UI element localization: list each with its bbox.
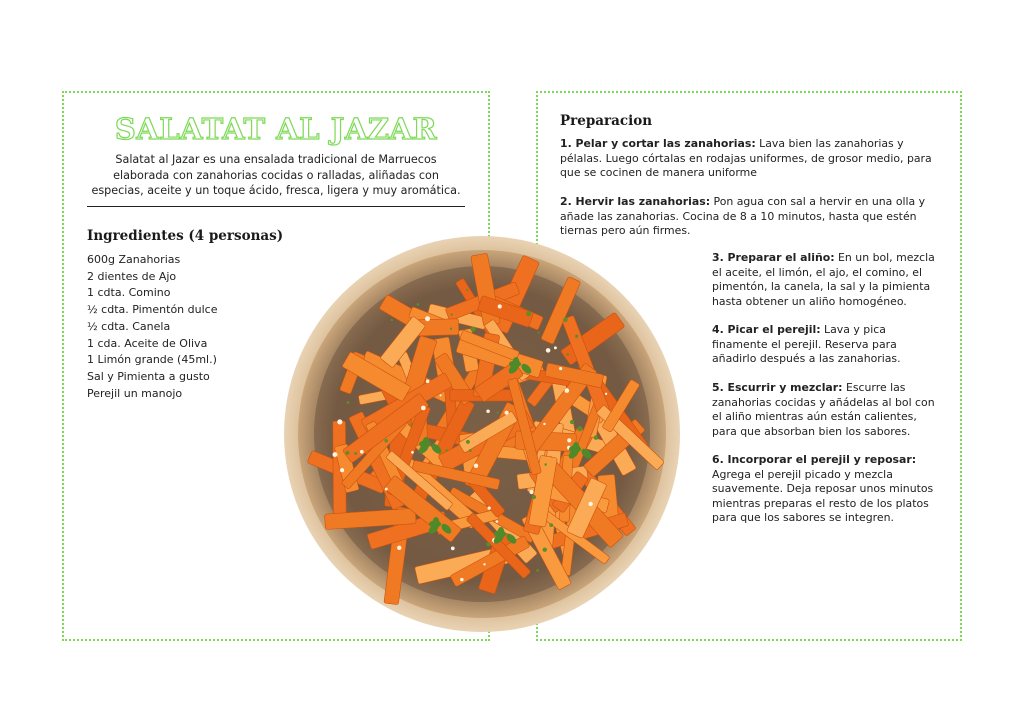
step-text: Escurre las zanahorias cocidas y añádelas al bol con el aliño mientras aún están calientes, para que absorban bien los sabores. xyxy=(712,381,935,438)
herb-fleck xyxy=(486,542,490,546)
step-text: En un bol, mezcla el aceite, el limón, el ajo, el comino, el pimentón, la canela, la sal y la pimienta hasta obtener un aliño homogéneo. xyxy=(712,251,935,308)
herb-fleck xyxy=(411,451,414,454)
herb-fleck xyxy=(451,314,453,316)
herb-fleck xyxy=(426,380,429,383)
herb-fleck xyxy=(605,393,607,395)
herb-fleck xyxy=(385,488,388,491)
preparation-heading: Preparacion xyxy=(560,113,653,129)
herb-fleck xyxy=(543,423,545,425)
herb-fleck xyxy=(346,451,350,455)
herb-fleck xyxy=(483,563,485,565)
ingredient-item: 1 cdta. Comino xyxy=(87,286,171,300)
ingredient-item: ½ cdta. Pimentón dulce xyxy=(87,303,218,317)
ingredient-item: 2 dientes de Ajo xyxy=(87,269,177,283)
step-1 xyxy=(560,137,940,181)
herb-fleck xyxy=(577,426,582,431)
herb-fleck xyxy=(384,439,388,443)
herb-fleck xyxy=(536,569,539,572)
step-text: Agrega el perejil picado y mezcla suavemente. Deja reposar unos minutos mientras preparas el resto de los platos para que los sabores se integren. xyxy=(712,467,934,524)
herb-fleck xyxy=(411,423,413,425)
herb-fleck xyxy=(460,578,463,581)
ingredients-list xyxy=(87,252,217,402)
recipe-description: Salatat al Jazar es una ensalada tradicional de Marruecos elaborada con zanahorias cocidas o ralladas, aliñadas con especias, aceite y un toque ácido, fresca, ligera y muy aromática. xyxy=(91,153,461,197)
ingredient-item: ½ cdta. Canela xyxy=(87,319,171,333)
herb-fleck xyxy=(529,490,533,494)
divider xyxy=(87,206,465,207)
herb-fleck xyxy=(505,411,509,415)
herb-fleck xyxy=(451,547,455,551)
herb-fleck xyxy=(549,523,553,527)
herb-fleck xyxy=(446,449,448,451)
herb-fleck xyxy=(397,546,401,550)
herb-fleck xyxy=(450,327,452,329)
step-heading: 4. Picar el perejil: xyxy=(712,323,821,336)
step-5 xyxy=(712,381,942,439)
herb-fleck xyxy=(496,411,498,413)
step-text: Lava bien las zanahorias y pélalas. Luego córtalas en rodajas uniformes, de grosor medio, para que se cocinen de manera uniforme xyxy=(560,137,932,179)
herb-fleck xyxy=(417,303,420,306)
herb-fleck xyxy=(546,348,551,353)
herb-fleck xyxy=(526,311,531,316)
ingredient-item: Sal y Pimienta a gusto xyxy=(87,369,210,383)
ingredients-heading: Ingredientes (4 personas) xyxy=(87,228,284,244)
step-heading: 2. Hervir las zanahorias: xyxy=(560,195,711,208)
herb-fleck xyxy=(333,452,338,457)
herb-fleck xyxy=(486,410,490,414)
herb-fleck xyxy=(474,464,478,468)
carrot-salad-bowl-illustration xyxy=(280,228,690,648)
herb-fleck xyxy=(544,463,546,465)
step-3 xyxy=(712,251,942,309)
step-heading: 6. Incorporar el perejil y reposar: xyxy=(712,453,917,466)
herb-fleck xyxy=(354,452,357,455)
herb-fleck xyxy=(566,353,568,355)
herb-fleck xyxy=(469,449,472,452)
herb-fleck xyxy=(532,495,536,499)
herb-fleck xyxy=(470,327,475,332)
herb-fleck xyxy=(360,450,364,454)
ingredient-item: 1 Limón grande (45ml.) xyxy=(87,353,217,367)
step-heading: 1. Pelar y cortar las zanahorias: xyxy=(560,137,756,150)
herb-fleck xyxy=(594,435,598,439)
herb-fleck xyxy=(589,502,593,506)
herb-fleck xyxy=(466,440,470,444)
herb-fleck xyxy=(567,438,571,442)
step-6 xyxy=(712,453,942,526)
herb-fleck xyxy=(554,346,557,349)
step-heading: 3. Preparar el aliño: xyxy=(712,251,835,264)
ingredient-item: 600g Zanahorias xyxy=(87,253,181,266)
herb-fleck xyxy=(498,304,502,308)
herb-fleck xyxy=(496,520,499,523)
herb-fleck xyxy=(565,388,570,393)
herb-fleck xyxy=(391,319,393,321)
step-4 xyxy=(712,323,942,367)
step-text: Pon agua con sal a hervir en una olla y añade las zanahorias. Cocina de 8 a 10 minutos, hasta que estén tiernas pero aún firmes. xyxy=(560,195,926,237)
herb-fleck xyxy=(440,394,442,396)
herb-fleck xyxy=(346,401,349,404)
herb-fleck xyxy=(570,420,574,424)
herb-fleck xyxy=(466,289,468,291)
step-text: Lava y pica finamente el perejil. Reserva para añadirlo después a las zanahorias. xyxy=(712,323,901,365)
herb-fleck xyxy=(575,335,578,338)
herb-fleck xyxy=(537,331,539,333)
herb-fleck xyxy=(340,468,344,472)
herb-fleck xyxy=(543,547,547,551)
herb-fleck xyxy=(421,406,426,411)
ingredient-item: 1 cda. Aceite de Oliva xyxy=(87,336,208,350)
herb-fleck xyxy=(559,367,562,370)
herb-fleck xyxy=(337,419,342,424)
step-heading: 5. Escurrir y mezclar: xyxy=(712,381,843,394)
herb-fleck xyxy=(425,316,430,321)
herb-fleck xyxy=(563,318,568,323)
recipe-title: SALATAT AL JAZAR xyxy=(114,112,438,146)
ingredient-item: Perejil un manojo xyxy=(87,386,183,400)
herb-fleck xyxy=(488,507,491,510)
